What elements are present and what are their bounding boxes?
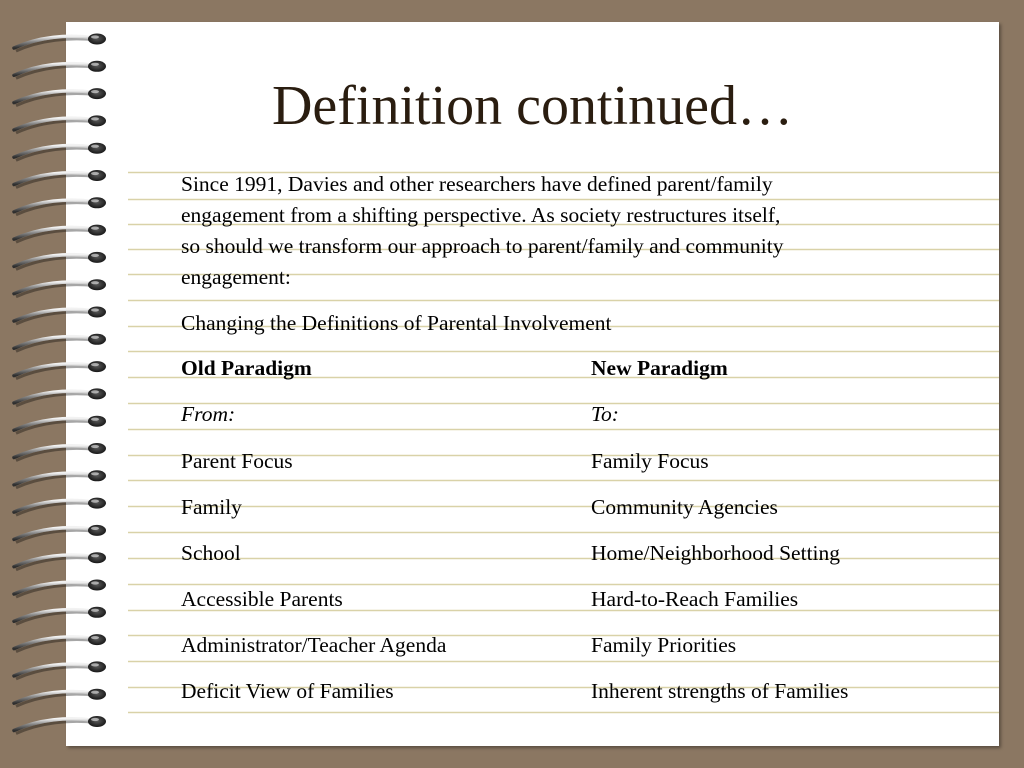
spiral-coil bbox=[14, 170, 106, 188]
label-to: To: bbox=[591, 402, 619, 426]
spiral-coil bbox=[14, 470, 106, 488]
table-cell-new: Inherent strengths of Families bbox=[591, 679, 849, 703]
spiral-coil bbox=[14, 580, 106, 598]
spiral-coil bbox=[14, 552, 106, 570]
spiral-coil bbox=[14, 416, 106, 434]
spiral-coil bbox=[14, 607, 106, 625]
spiral-coil bbox=[14, 252, 106, 270]
spiral-coil bbox=[14, 443, 106, 461]
table-cell-old: Administrator/Teacher Agenda bbox=[181, 633, 447, 657]
table-cell-new: Family Priorities bbox=[591, 633, 737, 657]
table-cell-old: Deficit View of Families bbox=[181, 679, 394, 703]
spiral-coil bbox=[14, 61, 106, 79]
table-cell-old: Accessible Parents bbox=[181, 587, 343, 611]
spiral-coil bbox=[14, 34, 106, 52]
intro-line: Since 1991, Davies and other researchers have defined parent/family bbox=[181, 172, 773, 196]
intro-line: so should we transform our approach to parent/family and community bbox=[181, 234, 784, 258]
table-cell-new: Community Agencies bbox=[591, 495, 778, 519]
spiral-coil bbox=[14, 361, 106, 379]
spiral-coil bbox=[14, 634, 106, 652]
spiral-coil bbox=[14, 498, 106, 515]
table-cell-new: Hard-to-Reach Families bbox=[591, 587, 799, 611]
table-cell-new: Family Focus bbox=[591, 449, 709, 473]
spiral-coil bbox=[14, 225, 106, 243]
spiral-coil bbox=[14, 689, 106, 707]
table-header-old: Old Paradigm bbox=[181, 356, 312, 380]
subheading: Changing the Definitions of Parental Involvement bbox=[181, 311, 612, 335]
spiral-coil bbox=[14, 388, 106, 406]
spiral-coil bbox=[14, 197, 106, 215]
table-header-new: New Paradigm bbox=[591, 356, 728, 380]
spiral-coil bbox=[14, 279, 106, 297]
slide-title: Definition continued… bbox=[271, 75, 793, 137]
table-cell-old: School bbox=[181, 541, 241, 565]
intro-line: engagement: bbox=[181, 265, 291, 289]
spiral-coil bbox=[14, 143, 106, 161]
spiral-coil bbox=[14, 661, 106, 679]
table-cell-old: Parent Focus bbox=[181, 449, 293, 473]
intro-line: engagement from a shifting perspective. As society restructures itself, bbox=[181, 203, 781, 227]
spiral-coil bbox=[14, 307, 106, 325]
label-from: From: bbox=[181, 402, 236, 426]
table-cell-old: Family bbox=[181, 495, 242, 519]
spiral-coil bbox=[14, 334, 106, 352]
table-cell-new: Home/Neighborhood Setting bbox=[591, 541, 841, 565]
spiral-coil bbox=[14, 525, 106, 543]
spiral-coil bbox=[14, 716, 106, 734]
